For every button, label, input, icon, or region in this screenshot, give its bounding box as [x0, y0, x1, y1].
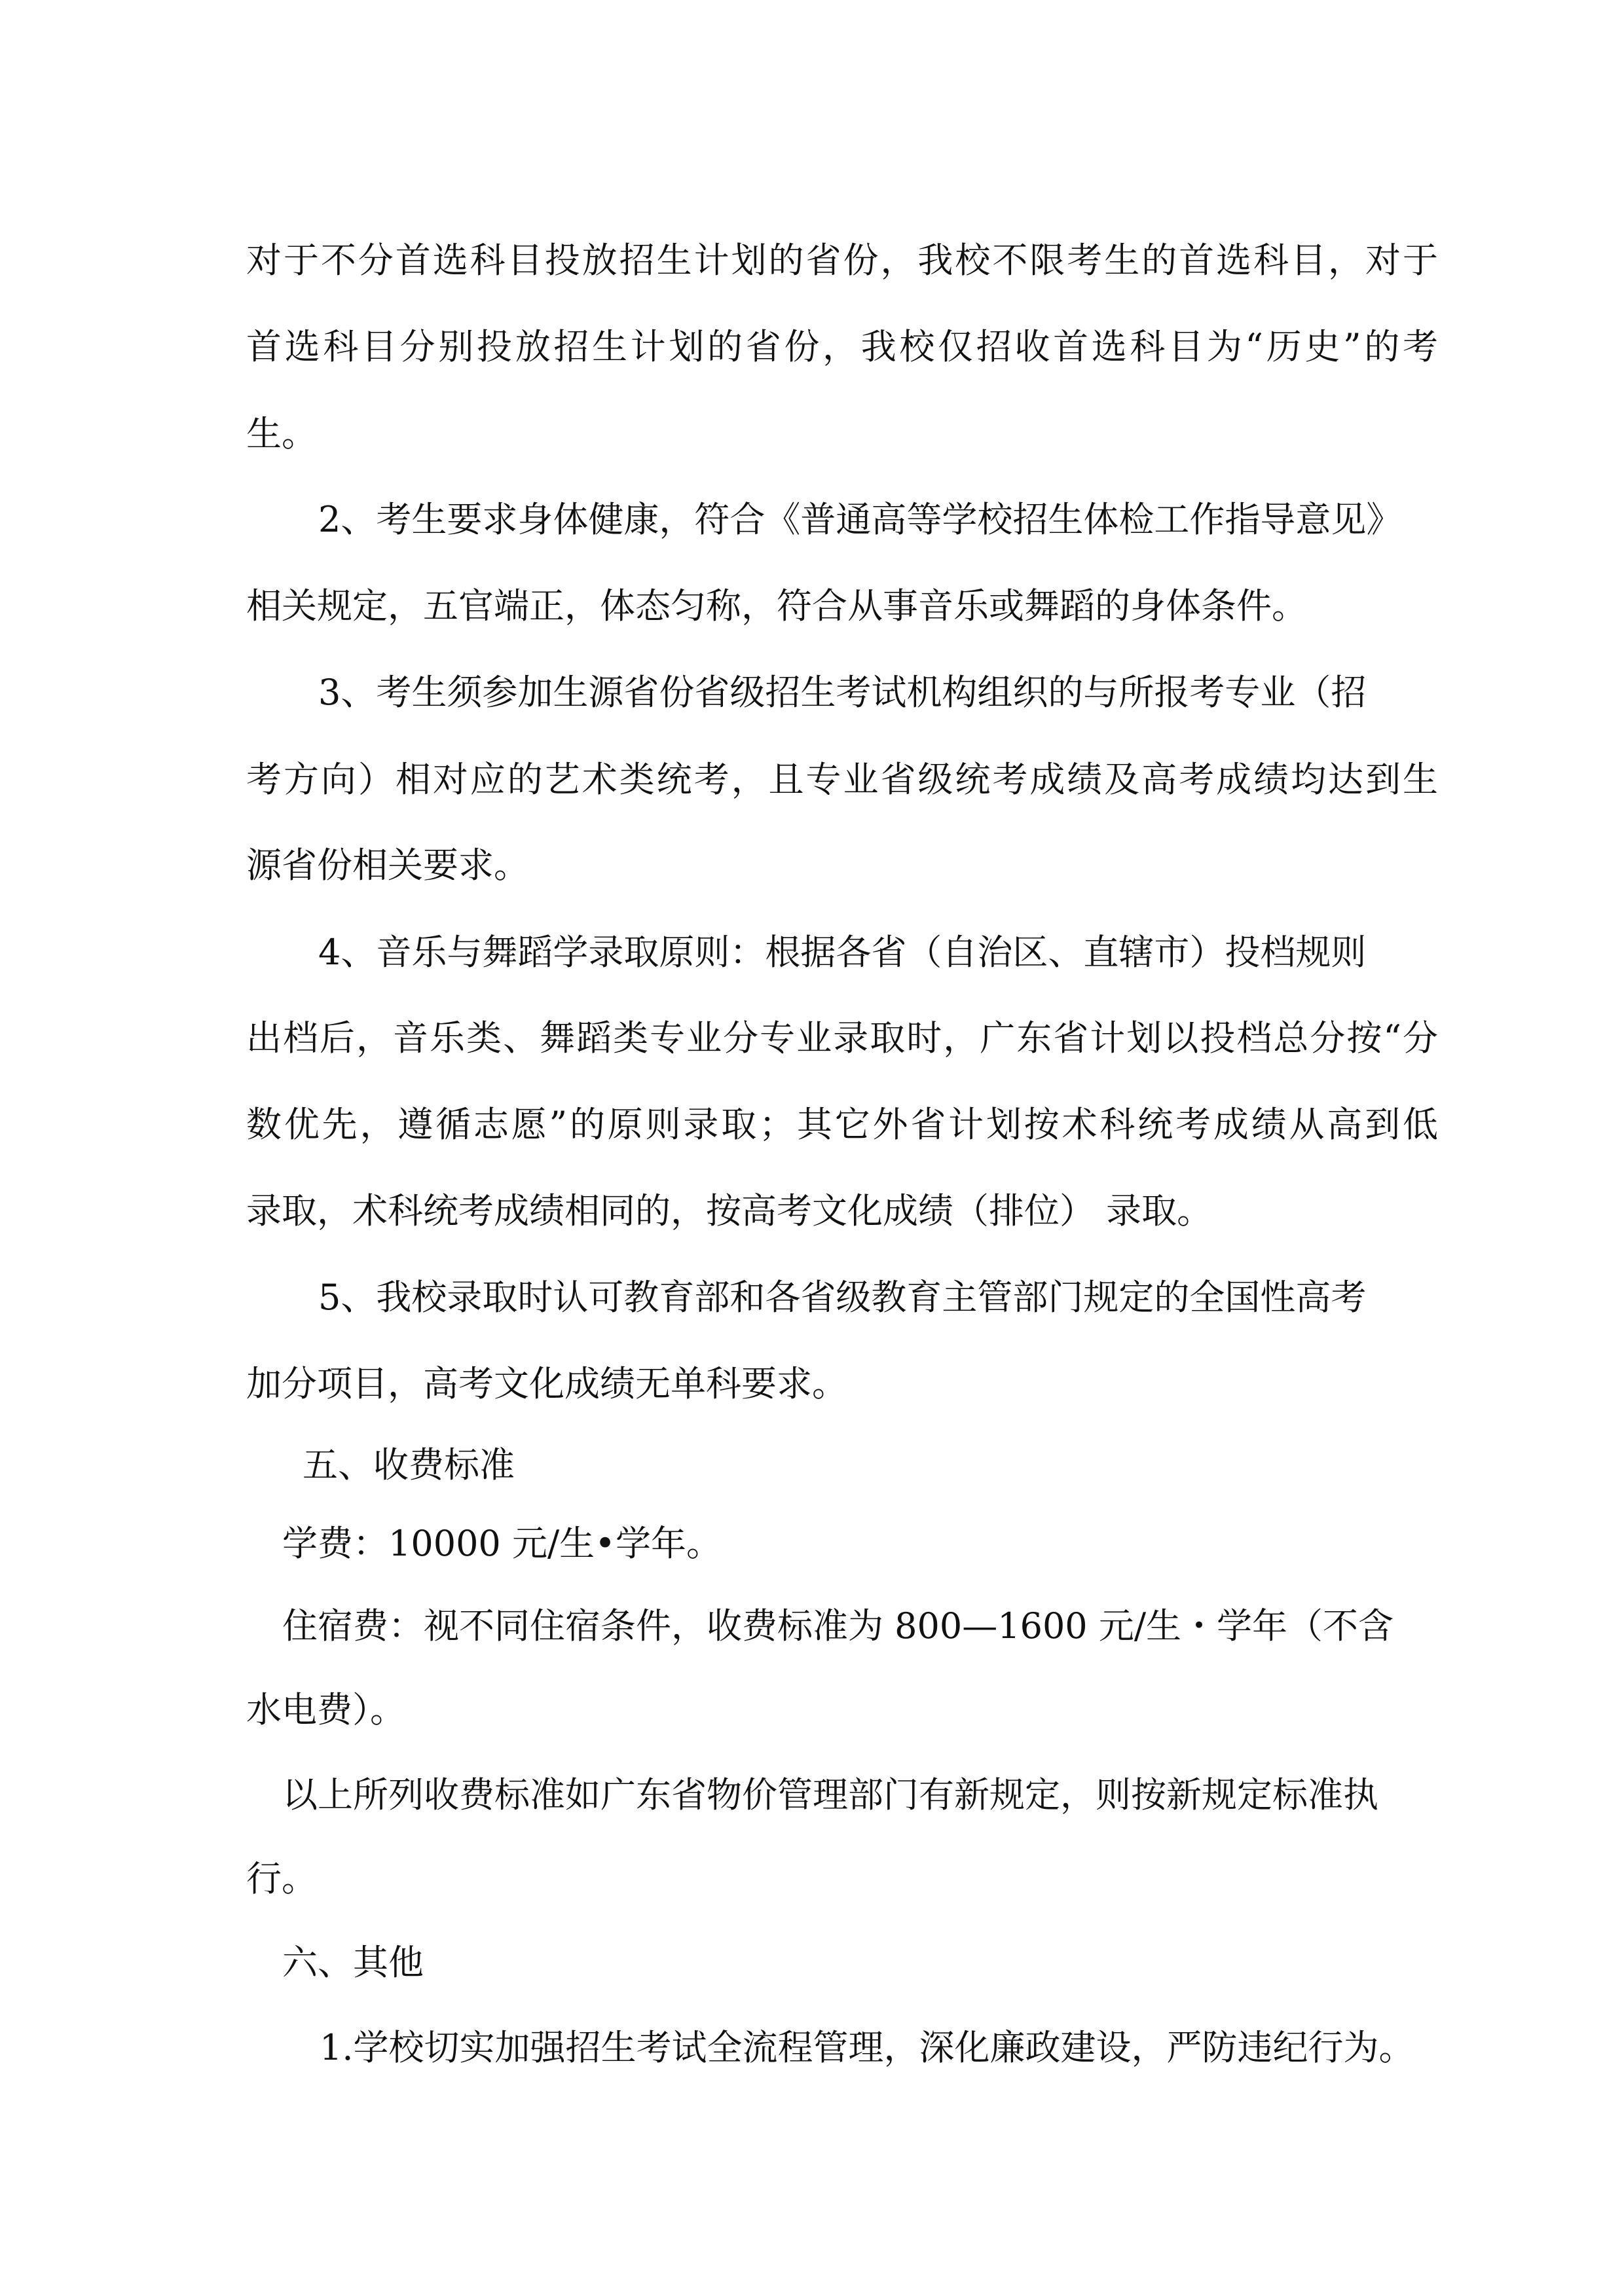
list-item-line: 相关规定，五官端正，体态匀称，符合从事音乐或舞蹈的身体条件。 [246, 585, 1307, 627]
accommodation-text: 住宿费：视不同住宿条件，收费标准为 800—1600 元/生・学年（不含 [282, 1605, 1394, 1647]
paragraph-line: 生。 [246, 413, 317, 454]
list-item-line: 出档后，音乐类、舞蹈类专业分专业录取时，广东省计划以投档总分按“分 [246, 1017, 1438, 1059]
list-item-line: 1.学校切实加强招生考试全流程管理，深化廉政建设，严防违纪行为。 [320, 2027, 1414, 2068]
section-heading: 六、其他 [282, 1942, 424, 1983]
paragraph-line: 对于不分首选科目投放招生计划的省份，我校不限考生的首选科目，对于 [246, 240, 1438, 281]
tuition-text: 学费：10000 元/生•学年。 [282, 1523, 722, 1564]
fee-note-text: 行。 [246, 1858, 317, 1899]
list-item-line: 加分项目，高考文化成绩无单科要求。 [246, 1363, 847, 1404]
list-item-line: 4、音乐与舞蹈学录取原则：根据各省（自治区、直辖市）投档规则 [318, 932, 1367, 973]
list-item-line: 数优先，遵循志愿”的原则录取；其它外省计划按术科统考成绩从高到低 [246, 1104, 1438, 1145]
list-item-line: 考方向）相对应的艺术类统考，且专业省级统考成绩及高考成绩均达到生 [246, 759, 1438, 800]
list-item-line: 5、我校录取时认可教育部和各省级教育主管部门规定的全国性高考 [318, 1277, 1367, 1318]
list-item-line: 录取，术科统考成绩相同的，按高考文化成绩（排位） 录取。 [246, 1190, 1213, 1231]
list-item-line: 3、考生须参加生源省份省级招生考试机构组织的与所报考专业（招 [318, 672, 1367, 713]
list-item-line: 源省份相关要求。 [246, 845, 529, 886]
fee-note-text: 以上所列收费标准如广东省物价管理部门有新规定，则按新规定标准执 [282, 1774, 1378, 1815]
list-item-line: 2、考生要求身体健康，符合《普通高等学校招生体检工作指导意见》 [318, 499, 1402, 540]
accommodation-text: 水电费）。 [246, 1689, 405, 1730]
paragraph-line: 首选科目分别投放招生计划的省份，我校仅招收首选科目为“历史”的考 [246, 326, 1438, 367]
section-heading: 五、收费标准 [303, 1444, 515, 1485]
